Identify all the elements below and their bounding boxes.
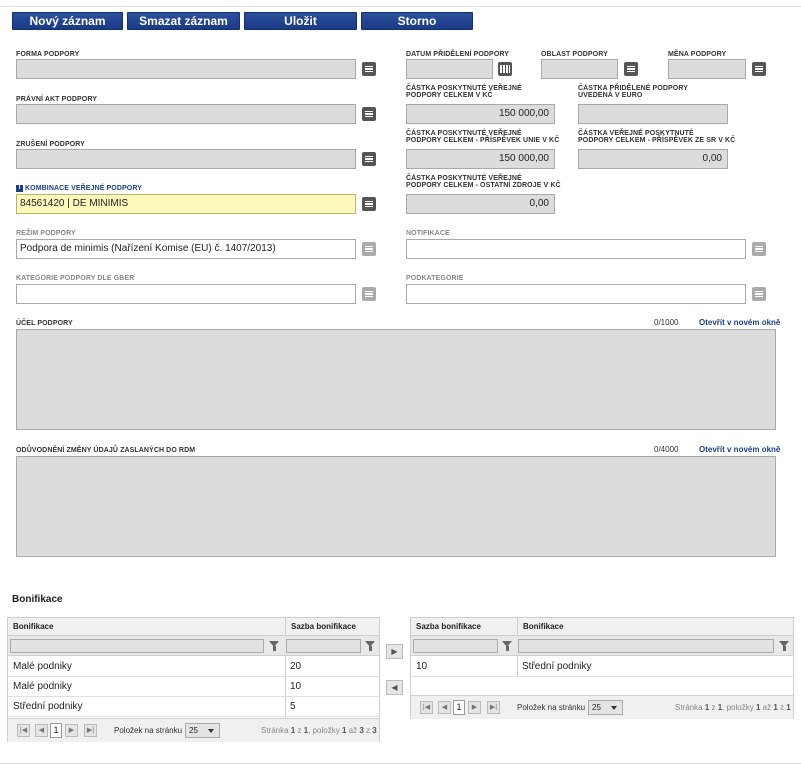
- rezim-label: REŽIM PODPORY: [16, 230, 76, 237]
- cell-sazba: 20: [290, 661, 302, 672]
- notifikace-field[interactable]: [406, 239, 746, 259]
- zruseni-list-icon[interactable]: [362, 152, 376, 166]
- castka-unie-label-2: PODPORY CELKEM - PŘÍSPĚVEK UNIE V KČ: [406, 137, 560, 144]
- delete-record-button[interactable]: Smazat záznam: [127, 12, 240, 30]
- left-filter-sazba-input[interactable]: [286, 639, 361, 653]
- castka-ostatni-label-2: PODPORY CELKEM - OSTATNÍ ZDROJE V KČ: [406, 182, 561, 189]
- pager-info: Stránka 1 z 1, položky 1 až 3 z 3: [261, 726, 377, 735]
- notifikace-list-icon[interactable]: [752, 242, 766, 256]
- first-page-button[interactable]: |◀: [17, 724, 30, 737]
- rezim-list-icon[interactable]: [362, 242, 376, 256]
- prev-page-button[interactable]: ◀: [438, 701, 451, 714]
- oduvodneni-label: ODŮVODNĚNÍ ZMĚNY ÚDAJŮ ZASLANÝCH DO RDM: [16, 447, 196, 454]
- table-row[interactable]: [8, 657, 379, 677]
- castka-euro-label-1: ČÁSTKA PŘIDĚLENÉ PODPORY: [578, 85, 689, 92]
- kategorie-gber-list-icon[interactable]: [362, 287, 376, 301]
- filter-icon[interactable]: [269, 641, 279, 647]
- prev-page-button[interactable]: ◀: [35, 724, 48, 737]
- forma-podpory-field[interactable]: [16, 59, 356, 79]
- forma-podpory-label: FORMA PODPORY: [16, 51, 80, 58]
- castka-euro-label-2: UVEDENÁ V EURO: [578, 92, 643, 99]
- castka-sr-field[interactable]: 0,00: [578, 149, 728, 169]
- per-page-select[interactable]: 25: [185, 723, 220, 738]
- pravni-akt-label: PRÁVNÍ AKT PODPORY: [16, 96, 98, 103]
- cell-bonifikace: Střední podniky: [522, 661, 592, 672]
- per-page-label: Položek na stránku: [517, 703, 586, 712]
- next-page-button[interactable]: ▶: [65, 724, 78, 737]
- table-row[interactable]: [8, 697, 379, 717]
- left-filter-bonifikace-input[interactable]: [10, 639, 264, 653]
- per-page-label: Položek na stránku: [114, 726, 183, 735]
- castka-unie-field[interactable]: 150 000,00: [406, 149, 555, 169]
- ucel-label: ÚČEL PODPORY: [16, 320, 73, 327]
- new-record-button[interactable]: Nový záznam: [12, 12, 123, 30]
- cell-bonifikace: Malé podniky: [13, 681, 72, 692]
- top-divider: [0, 6, 801, 7]
- castka-sr-label-1: ČÁSTKA VEŘEJNÉ POSKYTNUTÉ: [578, 130, 694, 137]
- cell-bonifikace: Střední podniky: [13, 701, 83, 712]
- bonifikace-left-grid: [7, 617, 380, 742]
- podkategorie-field[interactable]: [406, 284, 746, 304]
- left-filter-row: [8, 636, 379, 656]
- mena-label: MĚNA PODPORY: [668, 51, 727, 58]
- bottom-divider: [0, 763, 801, 764]
- castka-ostatni-label-1: ČÁSTKA POSKYTNUTÉ VEŘEJNÉ: [406, 175, 522, 182]
- ucel-open-new-window-link[interactable]: Otevřít v novém okně: [699, 318, 781, 327]
- bonifikace-right-grid: [410, 617, 794, 719]
- move-right-button[interactable]: ▶: [386, 644, 403, 659]
- filter-icon[interactable]: [502, 641, 512, 647]
- castka-unie-label-1: ČÁSTKA POSKYTNUTÉ VEŘEJNÉ: [406, 130, 522, 137]
- kombinace-list-icon[interactable]: [362, 197, 376, 211]
- castka-euro-field[interactable]: [578, 104, 728, 124]
- kombinace-label: [16, 185, 142, 192]
- castka-sr-label-2: PODPORY CELKEM - PŘÍSPĚVEK ZE SR V KČ: [578, 137, 736, 144]
- rezim-field[interactable]: Podpora de minimis (Nařízení Komise (EU) č. 1407/2013): [16, 239, 356, 259]
- oblast-label: OBLAST PODPORY: [541, 51, 608, 58]
- kategorie-gber-field[interactable]: [16, 284, 356, 304]
- info-icon: I: [16, 185, 23, 192]
- podkategorie-list-icon[interactable]: [752, 287, 766, 301]
- save-button[interactable]: Uložit: [244, 12, 357, 30]
- oduvodneni-open-new-window-link[interactable]: Otevřít v novém okně: [699, 445, 781, 454]
- cell-sazba: 5: [290, 701, 296, 712]
- page-number-input[interactable]: 1: [453, 700, 465, 715]
- filter-icon[interactable]: [779, 641, 789, 647]
- right-col-header-bonifikace[interactable]: Bonifikace: [517, 618, 793, 636]
- zruseni-field[interactable]: [16, 149, 356, 169]
- castka-celkem-label-1: ČÁSTKA POSKYTNUTÉ VEŘEJNÉ: [406, 85, 522, 92]
- pravni-akt-list-icon[interactable]: [362, 107, 376, 121]
- oblast-field[interactable]: [541, 59, 618, 79]
- next-page-button[interactable]: ▶: [468, 701, 481, 714]
- per-page-select[interactable]: 25: [588, 700, 623, 715]
- table-row[interactable]: [411, 657, 793, 677]
- zruseni-label: ZRUŠENÍ PODPORY: [16, 141, 85, 148]
- oduvodneni-char-count: 0/4000: [654, 445, 679, 454]
- right-filter-row: [411, 636, 793, 656]
- kombinace-label-text: KOMBINACE VEŘEJNÉ PODPORY: [25, 185, 142, 192]
- mena-list-icon[interactable]: [752, 62, 766, 76]
- mena-field[interactable]: [668, 59, 746, 79]
- podkategorie-label: PODKATEGORIE: [406, 275, 464, 282]
- page-number-input[interactable]: 1: [50, 723, 62, 738]
- left-col-header-sazba[interactable]: Sazba bonifikace: [285, 618, 379, 636]
- notifikace-label: NOTIFIKACE: [406, 230, 450, 237]
- oduvodneni-textarea[interactable]: [16, 456, 776, 557]
- first-page-button[interactable]: |◀: [420, 701, 433, 714]
- bonifikace-title: Bonifikace: [12, 594, 63, 605]
- right-filter-bonifikace-input[interactable]: [518, 639, 774, 653]
- filter-icon[interactable]: [365, 641, 375, 647]
- datum-label: DATUM PŘIDĚLENÍ PODPORY: [406, 51, 510, 58]
- move-left-button[interactable]: ◀: [386, 680, 403, 695]
- castka-celkem-field[interactable]: 150 000,00: [406, 104, 555, 124]
- pager-info: Stránka 1 z 1, položky 1 až 1 z 1: [675, 703, 791, 712]
- cancel-button[interactable]: Storno: [361, 12, 473, 30]
- cell-bonifikace: Malé podniky: [13, 661, 72, 672]
- cell-sazba: 10: [290, 681, 302, 692]
- ucel-char-count: 0/1000: [654, 318, 679, 327]
- datum-field[interactable]: [406, 59, 493, 79]
- forma-podpory-list-icon[interactable]: [362, 62, 376, 76]
- kategorie-gber-label: KATEGORIE PODPORY DLE GBER: [16, 275, 135, 282]
- calendar-icon[interactable]: [498, 62, 512, 76]
- last-page-button[interactable]: ▶|: [487, 701, 500, 714]
- right-pager: [411, 695, 793, 719]
- cell-sazba: 10: [416, 661, 428, 672]
- last-page-button[interactable]: ▶|: [84, 724, 97, 737]
- ucel-textarea[interactable]: [16, 329, 776, 430]
- oblast-list-icon[interactable]: [624, 62, 638, 76]
- table-row[interactable]: [8, 677, 379, 697]
- pravni-akt-field[interactable]: [16, 104, 356, 124]
- kombinace-field[interactable]: 84561420 | DE MINIMIS: [16, 194, 356, 214]
- castka-ostatni-field[interactable]: 0,00: [406, 194, 555, 214]
- right-col-header-sazba[interactable]: Sazba bonifikace: [411, 618, 517, 636]
- castka-celkem-label-2: PODPORY CELKEM V KČ: [406, 92, 493, 99]
- right-filter-sazba-input[interactable]: [413, 639, 498, 653]
- left-pager: [8, 718, 379, 742]
- left-col-header-bonifikace[interactable]: Bonifikace: [8, 618, 285, 636]
